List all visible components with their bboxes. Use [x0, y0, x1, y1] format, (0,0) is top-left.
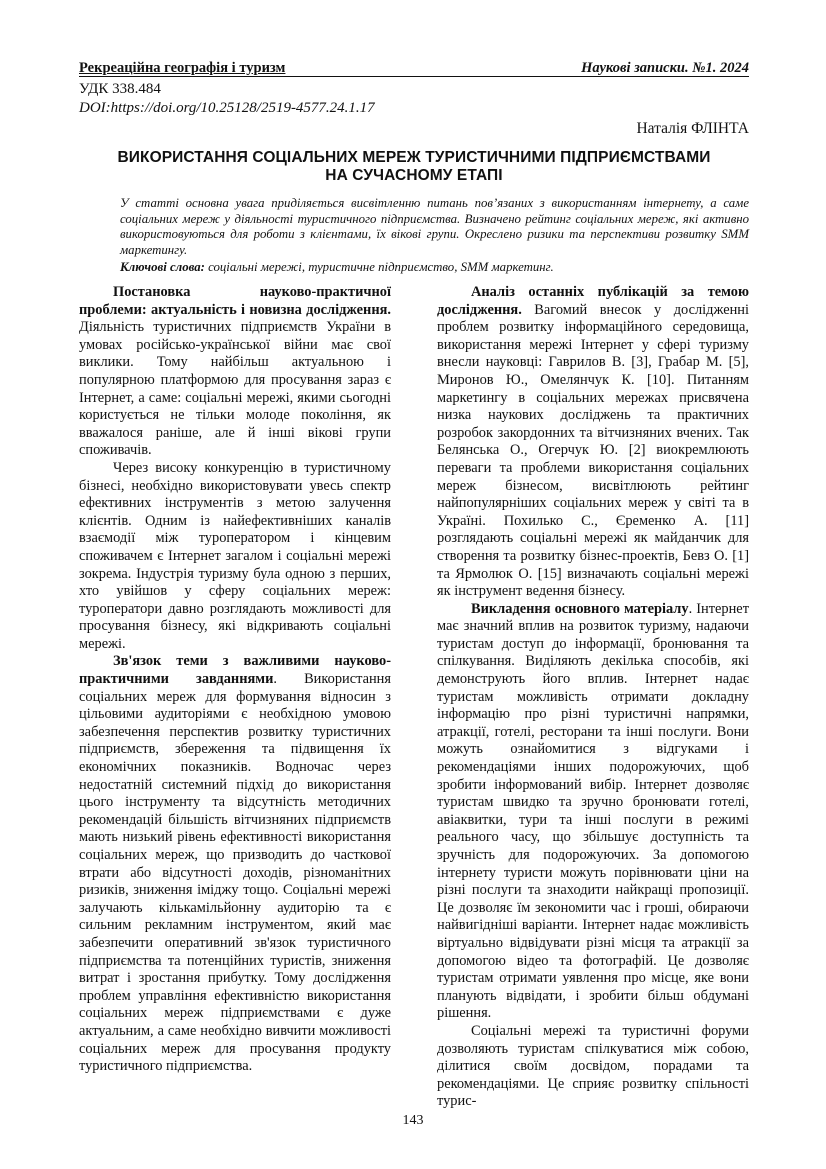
keywords-label: Ключові слова: — [120, 260, 205, 274]
page-number: 143 — [402, 1113, 424, 1128]
left-column — [79, 284, 391, 1076]
running-header — [79, 60, 749, 78]
title-line-2: НА СУЧАСНОМУ ЕТАПІ — [325, 167, 503, 184]
article-title — [79, 149, 749, 185]
journal-issue: Наукові записки. №1. 2024 — [581, 60, 749, 76]
paragraph — [437, 601, 749, 1023]
section-heading: Викладення основного матеріалу — [471, 600, 689, 617]
abstract: У статті основна увага приділяється висвітленню питань пов’язаних з використанням інтернету, а саме соціальних мереж у діяльності туристичного підприємства. Визначено рейтинг соціальних мереж, які активно використовуються для роботи з клієнтами, їх вікові групи. Окреслено ризики та перспективи розвитку SMM маркетингу. — [120, 196, 749, 257]
paragraph — [437, 284, 749, 601]
paragraph — [79, 653, 391, 1075]
section-heading: Аналіз останніх публікацій за темою дослідження. — [437, 284, 749, 318]
keywords-text: соціальні мережі, туристичне підприємство, SMM маркетинг. — [204, 260, 554, 274]
doi-link[interactable]: DOI:https://doi.org/10.25128/2519-4577.24.1.17 — [79, 100, 375, 116]
title-line-1: ВИКОРИСТАННЯ СОЦІАЛЬНИХ МЕРЕЖ ТУРИСТИЧНИМИ ПІДПРИЄМСТВАМИ — [117, 149, 711, 166]
paragraph — [79, 284, 391, 460]
keywords — [120, 260, 749, 275]
paragraph: Соціальні мережі та туристичні форуми дозволяють туристам спілкуватися між собою, ділитися своїм досвідом, порадами та рекомендаціями. Це сприяє розвитку спільності турис- — [437, 1022, 749, 1110]
udk-code: УДК 338.484 — [79, 81, 161, 97]
paragraph-text: . Інтернет має значний вплив на розвиток туризму, надаючи туристам доступ до інформації, бронювання та спілкування. Виділяють декілька способів, які демонструють його вплив. Інтернет надає туристам можливість отримати докладну інформацію про різні туристичні напрямки, атракції, готелі, ресторани та інші послуги. Вони можуть ознайомитися з відгуками і рекомендаціями інших подорожуючих, щоб зробити інформований вибір. Інтернет дозволяє туристам швидко та зручно бронювати готелі, авіаквитки, тури та інші послуги в режимі реального часу, що збільшує доступність та зручність для подорожуючих. За допомогою інтернету туристи можуть порівнювати ціни на різні послуги та знаходити найкращі пропозиції. Це дозволяє їм зекономити час і гроші, обираючи найвигідніші варіанти. Інтернет надає можливість віртуально відвідувати різні місця та атракції за допомогою відео та фотографій. Це дозволяє туристам отримати уявлення про місце, яке вони планують відвідати, і зробити більш обдумані рішення. — [437, 600, 749, 1022]
paragraph-text: Вагомий внесок у дослідженні проблем розвитку інформаційного середовища, використання мережі Інтернет у сфері туризму внесли науковці: Гаврилов В. [3], Грабар М. [5], Миронов Ю., Омелянчук К. [10]. Питанням маркетингу в соціальних мережах присвячена низка наукових досліджень та практичних розробок закордонних та вітчизняних вчених. Так Белянська О., Огерчук Ю. [2] виокремлюють переваги та проблеми використання соціальних мереж бізнесом, висвітлюють рейтинг найпопулярніших соціальних мереж у світі та в Україні. Похилько С., Єременко А. [11] розглядають соціальні мережі як майданчик для створення та розвитку бізнес-проектів, Бевз О. [1] та Ярмолюк О. [15] визначають соціальні мережі як інструмент ведення бізнесу. — [437, 301, 749, 600]
header-rule — [79, 76, 749, 77]
journal-section: Рекреаційна географія і туризм — [79, 60, 286, 76]
section-heading: Зв'язок теми з важливими науково-практичними завданнями — [79, 653, 391, 688]
paragraph-text: . Використання соціальних мереж для формування відносин з цільовими аудиторіями є необхідною умовою забезпечення перспектив розвитку туристичних підприємств, збереження та підвищення їх економічних показників. Водночас через недостатній системний підхід до використання цього інструменту та відсутність методичних рекомендацій більшість вітчизняних підприємств мають низький рівень ефективності використання соціальних мереж, що призводить до часткової втрати або відсутності доходів, різноманітних ризиків, зниження іміджу тощо. Соціальні мережі залучають кількамільйонну аудиторію та є сильним рекламним інструментом, який має забезпечити оперативний зв'язок туристичного підприємства та потенційних туристів, зниження витрат і зростання прибутку. Тому дослідження проблем управління ефективністю використання соціальних мереж підприємствами є дуже актуальним, а саме необхідно вивчити можливості соціальних мереж для просування продукту туристичного підприємства. — [79, 671, 391, 1075]
section-heading: Постановка науково-практичної проблеми: актуальність і новизна дослідження. — [79, 284, 391, 318]
paragraph-text: Діяльність туристичних підприємств України в умовах російсько-української війни має свої виклики. Тому найбільш актуальною і популярною платформою для просування зараз є Інтернет, а саме: соціальні мережі, якими сьогодні користується не тільки молоде покоління, як вважалося раніше, але й інші вікові групи споживачів. — [79, 319, 391, 459]
right-column — [437, 284, 749, 1111]
paragraph: Через високу конкуренцію в туристичному бізнесі, необхідно використовувати увесь спектр ефективних інструментів з метою залучення клієнтів. Одним із найефективніших каналів взаємодії між туроператором і кінцевим споживачем є Інтернет загалом і соціальні мережі зокрема. Індустрія туризму була одною з перших, хто увійшов у сферу соціальних мереж: туроператори давно розглядають можливості для просування бізнесу, які відкривають соціальні мережі. — [79, 459, 391, 652]
author-name: Наталія ФЛІНТА — [636, 120, 749, 137]
